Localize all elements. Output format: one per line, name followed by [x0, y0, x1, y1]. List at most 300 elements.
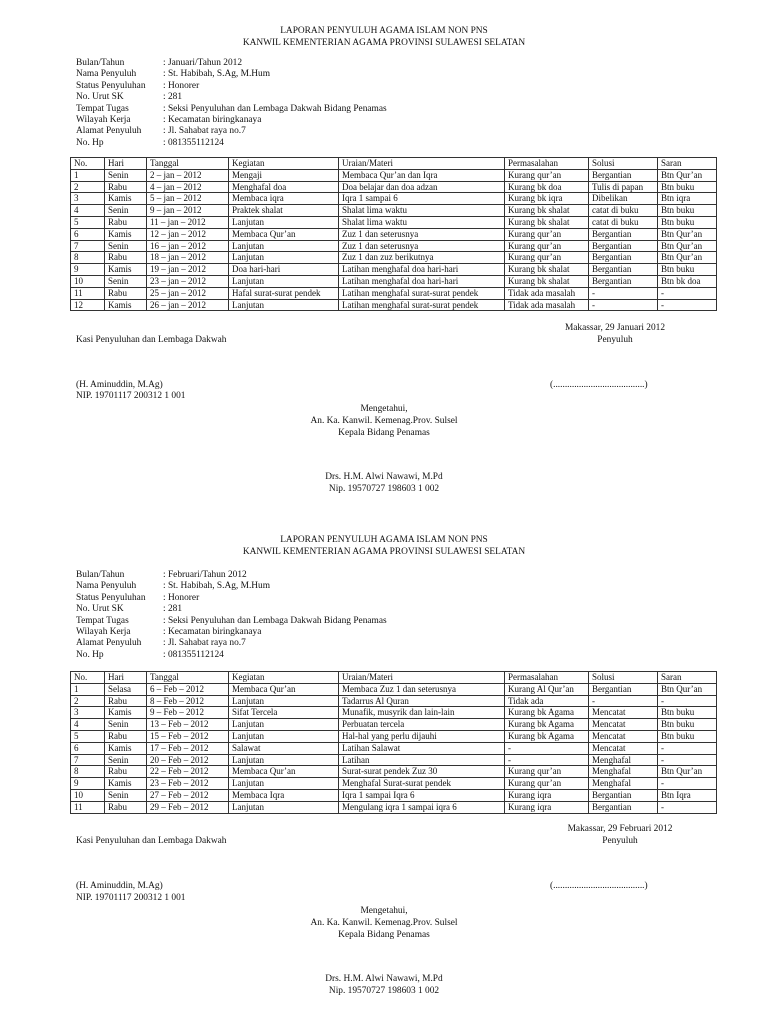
place-date: Makassar, 29 Januari 2012: [564, 323, 666, 333]
table-row: [71, 801, 717, 813]
kasi-nip: NIP. 19701117 200312 1 001: [76, 391, 186, 401]
cell-solution: Mencatat: [589, 707, 658, 719]
activity-table: [70, 671, 717, 814]
cell-day: Kamis: [105, 742, 147, 754]
cell-day: Kamis: [105, 193, 147, 205]
cell-suggestion: Btn buku: [658, 719, 717, 731]
cell-problem: Tidak ada: [505, 695, 589, 707]
penyuluh-title: Penyuluh: [602, 836, 638, 846]
cell-activity: Lanjutan: [229, 730, 339, 742]
table-row: [71, 181, 717, 193]
cell-date: 11 – jan – 2012: [147, 216, 229, 228]
cell-material: Shalat lima waktu: [339, 205, 505, 217]
cell-day: Kamis: [105, 707, 147, 719]
cell-problem: Kurang bk doa: [505, 181, 589, 193]
cell-problem: Kurang bk Agama: [505, 730, 589, 742]
meta-value: : Kecamatan biringkanaya: [163, 626, 262, 637]
cell-date: 6 – Feb – 2012: [147, 683, 229, 695]
cell-problem: Kurang bk Agama: [505, 719, 589, 731]
meta-value: : St. Habibah, S.Ag, M.Hum: [163, 581, 271, 592]
cell-problem: Kurang Al Qur’an: [505, 683, 589, 695]
cell-suggestion: Btn Qur’an: [658, 766, 717, 778]
cell-activity: Lanjutan: [229, 252, 339, 264]
cell-day: Senin: [105, 789, 147, 801]
cell-material: Surat-surat pendek Zuz 30: [339, 766, 505, 778]
cell-material: Latihan menghafal doa hari-hari: [339, 264, 505, 276]
cell-activity: Lanjutan: [229, 719, 339, 731]
cell-solution: Dibelikan: [589, 193, 658, 205]
meta-value: : Honorer: [163, 592, 200, 603]
meta-row-duty: [76, 104, 387, 115]
meta-row-status: [76, 81, 387, 92]
cell-date: 2 – jan – 2012: [147, 169, 229, 181]
cell-solution: catat di buku: [589, 205, 658, 217]
meta-row-area: [76, 627, 387, 638]
meta-value: : Januari/Tahun 2012: [163, 58, 243, 68]
meta-value: : 081355112124: [163, 137, 224, 148]
meta-value: : Kecamatan biringkanaya: [163, 114, 262, 125]
cell-suggestion: Btn buku: [658, 707, 717, 719]
cell-solution: Bergantian: [589, 275, 658, 287]
cell-material: Latihan menghafal doa hari-hari: [339, 275, 505, 287]
meta-value: : Honorer: [163, 80, 200, 91]
cell-date: 13 – Feb – 2012: [147, 719, 229, 731]
cell-date: 19 – jan – 2012: [147, 264, 229, 276]
identity-block: [76, 58, 387, 149]
meta-value: : Februari/Tahun 2012: [163, 570, 247, 580]
cell-problem: Kurang iqra: [505, 801, 589, 813]
cell-material: Latihan Salawat: [339, 742, 505, 754]
report-title: [0, 535, 768, 559]
cell-date: 4 – jan – 2012: [147, 181, 229, 193]
table-row: [71, 766, 717, 778]
kasi-name: (H. Aminuddin, M.Ag): [76, 380, 163, 390]
cell-suggestion: Btn buku: [658, 730, 717, 742]
cell-solution: Mencatat: [589, 719, 658, 731]
cell-no: 5: [71, 730, 105, 742]
cell-solution: Bergantian: [589, 683, 658, 695]
table-header-row: [71, 672, 717, 684]
table-row: [71, 299, 717, 311]
cell-material: Zuz 1 dan seterusnya: [339, 240, 505, 252]
cell-no: 8: [71, 766, 105, 778]
cell-date: 29 – Feb – 2012: [147, 801, 229, 813]
cell-day: Rabu: [105, 252, 147, 264]
column-header: Tanggal: [147, 672, 229, 684]
cell-solution: Mencatat: [589, 730, 658, 742]
cell-date: 18 – jan – 2012: [147, 252, 229, 264]
penyuluh-signature-blank: (.......................................): [550, 881, 648, 891]
meta-value: : 281: [163, 92, 183, 103]
meta-value: : Jl. Sahabat raya no.7: [163, 638, 246, 649]
meta-label: Tempat Tugas: [76, 103, 129, 114]
cell-date: 5 – jan – 2012: [147, 193, 229, 205]
cell-day: Rabu: [105, 766, 147, 778]
cell-date: 8 – Feb – 2012: [147, 695, 229, 707]
meta-label: Status Penyuluhan: [76, 80, 146, 91]
column-header: Solusi: [589, 672, 658, 684]
cell-no: 9: [71, 778, 105, 790]
cell-day: Rabu: [105, 730, 147, 742]
cell-solution: Menghafal: [589, 754, 658, 766]
column-header: Hari: [105, 672, 147, 684]
cell-material: Latihan menghafal surat-surat pendek: [339, 299, 505, 311]
cell-no: 4: [71, 205, 105, 217]
meta-value: : St. Habibah, S.Ag, M.Hum: [163, 69, 271, 80]
cell-activity: Hafal surat-surat pendek: [229, 287, 339, 299]
meta-label: Bulan/Tahun: [76, 58, 125, 68]
meta-row-sk: [76, 604, 387, 615]
cell-activity: Membaca Qur’an: [229, 228, 339, 240]
approver-nip: Nip. 19570727 198603 1 002: [328, 484, 440, 494]
meta-label: Status Penyuluhan: [76, 592, 146, 603]
cell-problem: Kurang bk shalat: [505, 216, 589, 228]
table-row: [71, 228, 717, 240]
cell-day: Kamis: [105, 228, 147, 240]
cell-no: 9: [71, 264, 105, 276]
cell-problem: Kurang qur’an: [505, 228, 589, 240]
cell-date: 26 – jan – 2012: [147, 299, 229, 311]
cell-no: 7: [71, 754, 105, 766]
approver-office: An. Ka. Kanwil. Kemenag.Prov. Sulsel: [310, 918, 458, 928]
cell-no: 11: [71, 801, 105, 813]
column-header: Hari: [105, 158, 147, 170]
cell-day: Kamis: [105, 264, 147, 276]
meta-row-status: [76, 593, 387, 604]
activity-table: [70, 157, 717, 311]
cell-suggestion: -: [658, 801, 717, 813]
cell-solution: -: [589, 287, 658, 299]
cell-activity: Mengaji: [229, 169, 339, 181]
cell-date: 27 – Feb – 2012: [147, 789, 229, 801]
table-row: [71, 683, 717, 695]
column-header: Saran: [658, 158, 717, 170]
column-header: Permasalahan: [505, 672, 589, 684]
cell-activity: Lanjutan: [229, 275, 339, 287]
cell-material: Hal-hal yang perlu dijauhi: [339, 730, 505, 742]
cell-date: 23 – jan – 2012: [147, 275, 229, 287]
column-header: Permasalahan: [505, 158, 589, 170]
meta-row-sk: [76, 92, 387, 103]
meta-row-name: [76, 69, 387, 80]
column-header: No.: [71, 158, 105, 170]
place-date: Makassar, 29 Februari 2012: [567, 824, 673, 834]
penyuluh-signature-blank: (.......................................): [550, 380, 648, 390]
cell-day: Rabu: [105, 287, 147, 299]
cell-problem: Kurang bk shalat: [505, 275, 589, 287]
cell-day: Rabu: [105, 181, 147, 193]
meta-row-address: [76, 126, 387, 137]
cell-material: Membaca Zuz 1 dan seterusnya: [339, 683, 505, 695]
cell-suggestion: Btn Qur’an: [658, 228, 717, 240]
cell-day: Senin: [105, 754, 147, 766]
meta-label: Tempat Tugas: [76, 615, 129, 626]
cell-problem: -: [505, 754, 589, 766]
cell-activity: Praktek shalat: [229, 205, 339, 217]
cell-no: 6: [71, 742, 105, 754]
table-row: [71, 778, 717, 790]
table-row: [71, 240, 717, 252]
cell-solution: Tulis di papan: [589, 181, 658, 193]
cell-solution: -: [589, 299, 658, 311]
column-header: Solusi: [589, 158, 658, 170]
cell-suggestion: Btn Qur’an: [658, 683, 717, 695]
cell-suggestion: -: [658, 754, 717, 766]
meta-label: Nama Penyuluh: [76, 581, 137, 592]
cell-suggestion: Btn Qur’an: [658, 169, 717, 181]
cell-date: 15 – Feb – 2012: [147, 730, 229, 742]
cell-activity: Membaca Qur’an: [229, 766, 339, 778]
cell-solution: Menghafal: [589, 778, 658, 790]
meta-row-address: [76, 638, 387, 649]
cell-date: 16 – jan – 2012: [147, 240, 229, 252]
approver-position: Kepala Bidang Penamas: [338, 428, 430, 438]
cell-activity: Sifat Tercela: [229, 707, 339, 719]
cell-no: 11: [71, 287, 105, 299]
cell-activity: Lanjutan: [229, 754, 339, 766]
table-row: [71, 695, 717, 707]
table-row: [71, 205, 717, 217]
meta-value: : 281: [163, 604, 183, 615]
meta-label: No. Hp: [76, 649, 104, 660]
meta-label: Wilayah Kerja: [76, 626, 131, 637]
cell-material: Latihan: [339, 754, 505, 766]
table-row: [71, 275, 717, 287]
cell-no: 6: [71, 228, 105, 240]
approver-office: An. Ka. Kanwil. Kemenag.Prov. Sulsel: [310, 416, 458, 426]
cell-activity: Membaca Iqra: [229, 789, 339, 801]
cell-day: Senin: [105, 205, 147, 217]
cell-day: Kamis: [105, 778, 147, 790]
meta-value: : Jl. Sahabat raya no.7: [163, 126, 246, 137]
meta-label: Bulan/Tahun: [76, 570, 125, 580]
meta-value: : Seksi Penyuluhan dan Lembaga Dakwah Bidang Penamas: [163, 103, 387, 114]
meta-row-phone: [76, 138, 387, 149]
cell-date: 9 – Feb – 2012: [147, 707, 229, 719]
table-row: [71, 754, 717, 766]
cell-suggestion: Btn buku: [658, 205, 717, 217]
cell-activity: Lanjutan: [229, 299, 339, 311]
meta-row-period: [76, 58, 387, 69]
table-row: [71, 789, 717, 801]
column-header: Uraian/Materi: [339, 672, 505, 684]
cell-problem: Kurang bk iqra: [505, 193, 589, 205]
meta-label: Wilayah Kerja: [76, 114, 131, 125]
cell-activity: Membaca Qur’an: [229, 683, 339, 695]
cell-no: 10: [71, 789, 105, 801]
meta-row-duty: [76, 616, 387, 627]
cell-suggestion: Btn Iqra: [658, 789, 717, 801]
cell-suggestion: Btn bk doa: [658, 275, 717, 287]
cell-material: Iqra 1 sampai 6: [339, 193, 505, 205]
table-row: [71, 719, 717, 731]
cell-day: Senin: [105, 169, 147, 181]
cell-suggestion: -: [658, 778, 717, 790]
cell-solution: -: [589, 695, 658, 707]
table-row: [71, 252, 717, 264]
cell-no: 2: [71, 695, 105, 707]
column-header: Kegiatan: [229, 158, 339, 170]
cell-problem: Kurang qur’an: [505, 169, 589, 181]
cell-problem: Kurang bk shalat: [505, 264, 589, 276]
cell-day: Rabu: [105, 801, 147, 813]
cell-material: Munafik, musyrik dan lain-lain: [339, 707, 505, 719]
cell-no: 8: [71, 252, 105, 264]
cell-solution: Bergantian: [589, 169, 658, 181]
meta-row-name: [76, 581, 387, 592]
cell-activity: Salawat: [229, 742, 339, 754]
cell-no: 1: [71, 169, 105, 181]
cell-material: Mengulang iqra 1 sampai iqra 6: [339, 801, 505, 813]
cell-problem: Kurang qur’an: [505, 252, 589, 264]
cell-no: 10: [71, 275, 105, 287]
cell-no: 5: [71, 216, 105, 228]
cell-no: 3: [71, 707, 105, 719]
cell-problem: -: [505, 742, 589, 754]
cell-activity: Membaca iqra: [229, 193, 339, 205]
kasi-nip: NIP. 19701117 200312 1 001: [76, 893, 186, 903]
penyuluh-title: Penyuluh: [597, 335, 633, 345]
cell-no: 12: [71, 299, 105, 311]
cell-activity: Lanjutan: [229, 216, 339, 228]
cell-date: 25 – jan – 2012: [147, 287, 229, 299]
cell-suggestion: Btn buku: [658, 264, 717, 276]
cell-day: Senin: [105, 275, 147, 287]
cell-problem: Kurang qur’an: [505, 778, 589, 790]
cell-solution: Bergantian: [589, 801, 658, 813]
cell-date: 20 – Feb – 2012: [147, 754, 229, 766]
cell-material: Latihan menghafal surat-surat pendek: [339, 287, 505, 299]
table-row: [71, 193, 717, 205]
cell-solution: Bergantian: [589, 240, 658, 252]
cell-solution: catat di buku: [589, 216, 658, 228]
cell-no: 3: [71, 193, 105, 205]
mengetahui: Mengetahui,: [360, 906, 408, 916]
title-line-1: LAPORAN PENYULUH AGAMA ISLAM NON PNS: [280, 26, 488, 36]
mengetahui: Mengetahui,: [360, 404, 408, 414]
table-row: [71, 169, 717, 181]
cell-day: Kamis: [105, 299, 147, 311]
column-header: Saran: [658, 672, 717, 684]
meta-label: No. Urut SK: [76, 604, 124, 615]
cell-solution: Bergantian: [589, 228, 658, 240]
meta-value: : Seksi Penyuluhan dan Lembaga Dakwah Bidang Penamas: [163, 615, 387, 626]
cell-problem: Tidak ada masalah: [505, 299, 589, 311]
cell-problem: Kurang bk shalat: [505, 205, 589, 217]
cell-suggestion: Btn Qur’an: [658, 252, 717, 264]
approver-position: Kepala Bidang Penamas: [338, 930, 430, 940]
meta-label: Alamat Penyuluh: [76, 126, 142, 137]
cell-problem: Kurang bk Agama: [505, 707, 589, 719]
cell-material: Doa belajar dan doa adzan: [339, 181, 505, 193]
column-header: Uraian/Materi: [339, 158, 505, 170]
cell-no: 7: [71, 240, 105, 252]
cell-suggestion: -: [658, 287, 717, 299]
cell-day: Selasa: [105, 683, 147, 695]
cell-material: Iqra 1 sampai Iqra 6: [339, 789, 505, 801]
meta-label: No. Hp: [76, 137, 104, 148]
cell-material: Tadarrus Al Quran: [339, 695, 505, 707]
meta-label: No. Urut SK: [76, 92, 124, 103]
cell-problem: Kurang qur’an: [505, 240, 589, 252]
cell-suggestion: Btn iqra: [658, 193, 717, 205]
table-row: [71, 742, 717, 754]
cell-solution: Bergantian: [589, 264, 658, 276]
cell-day: Senin: [105, 240, 147, 252]
cell-solution: Menghafal: [589, 766, 658, 778]
cell-date: 12 – jan – 2012: [147, 228, 229, 240]
kasi-title: Kasi Penyuluhan dan Lembaga Dakwah: [76, 836, 227, 846]
cell-solution: Bergantian: [589, 789, 658, 801]
kasi-name: (H. Aminuddin, M.Ag): [76, 881, 163, 891]
cell-material: Shalat lima waktu: [339, 216, 505, 228]
cell-solution: Bergantian: [589, 252, 658, 264]
table-row: [71, 216, 717, 228]
cell-activity: Menghafal doa: [229, 181, 339, 193]
cell-material: Membaca Qur’an dan Iqra: [339, 169, 505, 181]
cell-suggestion: -: [658, 742, 717, 754]
meta-label: Alamat Penyuluh: [76, 638, 142, 649]
cell-date: 17 – Feb – 2012: [147, 742, 229, 754]
cell-date: 22 – Feb – 2012: [147, 766, 229, 778]
meta-row-period: [76, 570, 387, 581]
cell-activity: Lanjutan: [229, 695, 339, 707]
cell-day: Senin: [105, 719, 147, 731]
cell-suggestion: Btn buku: [658, 181, 717, 193]
report-title: [0, 26, 768, 50]
column-header: Kegiatan: [229, 672, 339, 684]
table-header-row: [71, 158, 717, 170]
cell-day: Rabu: [105, 695, 147, 707]
title-line-2: KANWIL KEMENTERIAN AGAMA PROVINSI SULAWESI SELATAN: [242, 38, 526, 48]
cell-problem: Kurang qur’an: [505, 766, 589, 778]
meta-value: : 081355112124: [163, 649, 224, 660]
cell-date: 23 – Feb – 2012: [147, 778, 229, 790]
cell-solution: Mencatat: [589, 742, 658, 754]
cell-problem: Tidak ada masalah: [505, 287, 589, 299]
cell-no: 4: [71, 719, 105, 731]
cell-suggestion: Btn buku: [658, 216, 717, 228]
approver-nip: Nip. 19570727 198603 1 002: [328, 986, 440, 996]
cell-activity: Lanjutan: [229, 240, 339, 252]
cell-suggestion: Btn Qur’an: [658, 240, 717, 252]
meta-row-area: [76, 115, 387, 126]
cell-date: 9 – jan – 2012: [147, 205, 229, 217]
table-row: [71, 287, 717, 299]
approver-name: Drs. H.M. Alwi Nawawi, M.Pd: [325, 472, 443, 482]
meta-label: Nama Penyuluh: [76, 69, 137, 80]
cell-material: Menghafal Surat-surat pendek: [339, 778, 505, 790]
table-row: [71, 707, 717, 719]
identity-block: [76, 570, 387, 661]
cell-material: Zuz 1 dan seterusnya: [339, 228, 505, 240]
kasi-title: Kasi Penyuluhan dan Lembaga Dakwah: [76, 335, 227, 345]
title-line-1: LAPORAN PENYULUH AGAMA ISLAM NON PNS: [280, 535, 488, 545]
cell-suggestion: -: [658, 695, 717, 707]
meta-row-phone: [76, 650, 387, 661]
title-line-2: KANWIL KEMENTERIAN AGAMA PROVINSI SULAWESI SELATAN: [242, 547, 526, 557]
cell-activity: Lanjutan: [229, 778, 339, 790]
cell-suggestion: -: [658, 299, 717, 311]
cell-no: 1: [71, 683, 105, 695]
column-header: No.: [71, 672, 105, 684]
cell-problem: Kurang iqra: [505, 789, 589, 801]
cell-material: Perbuatan tercela: [339, 719, 505, 731]
cell-day: Rabu: [105, 216, 147, 228]
column-header: Tanggal: [147, 158, 229, 170]
cell-no: 2: [71, 181, 105, 193]
approver-name: Drs. H.M. Alwi Nawawi, M.Pd: [325, 974, 443, 984]
